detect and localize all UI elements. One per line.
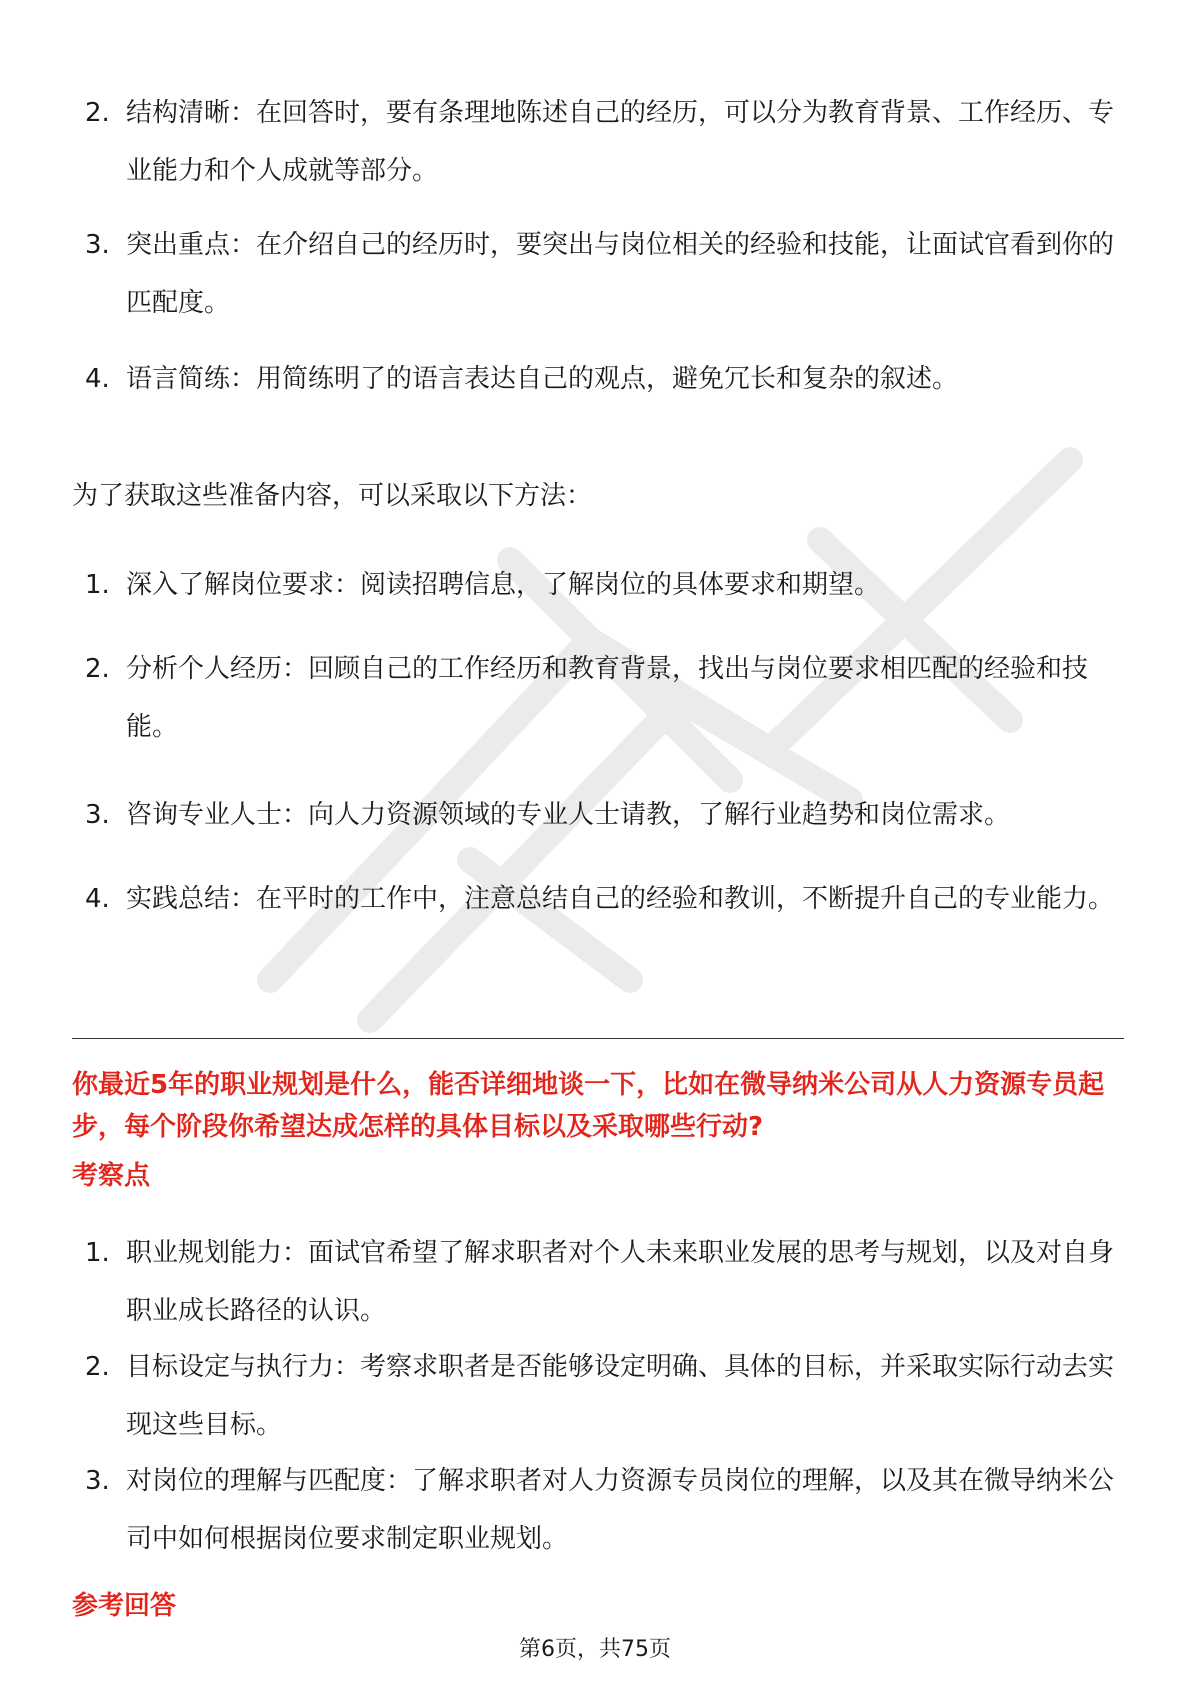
list-text: 深入了解岗位要求：阅读招聘信息，了解岗位的具体要求和期望。 [126,570,881,600]
list-item [85,216,1125,332]
list-text: 实践总结：在平时的工作中，注意总结自己的经验和教训，不断提升自己的专业能力。 [126,884,1115,914]
reference-heading: 参考回答 [72,1591,177,1621]
list-number: 4. [85,364,110,394]
list-text: 结构清晰：在回答时，要有条理地陈述自己的经历，可以分为教育背景、工作经历、专业能力和个人成就等部分。 [126,98,1115,186]
list-number: 2. [85,98,110,128]
interview-question: 你最近5年的职业规划是什么，能否详细地谈一下，比如在微导纳米公司从人力资源专员起步，每个阶段你希望达成怎样的具体目标以及采取哪些行动? [72,1070,1105,1142]
list-number: 2. [85,1352,110,1382]
list-number: 4. [85,884,110,914]
list-item [85,1224,1125,1340]
list-number: 3. [85,800,110,830]
list-item [85,870,1125,928]
list-text: 咨询专业人士：向人力资源领域的专业人士请教，了解行业趋势和岗位需求。 [126,800,1011,830]
list-item [85,84,1125,200]
section-divider [72,1038,1124,1039]
list-text: 职业规划能力：面试官希望了解求职者对个人未来职业发展的思考与规划，以及对自身职业成长路径的认识。 [126,1238,1115,1326]
list-number: 2. [85,654,110,684]
page-number: 第6页，共75页 [519,1637,671,1662]
list-text: 突出重点：在介绍自己的经历时，要突出与岗位相关的经验和技能，让面试官看到你的匹配度。 [126,230,1115,318]
list-text: 语言简练：用简练明了的语言表达自己的观点，避免冗长和复杂的叙述。 [126,364,959,394]
list-number: 1. [85,1238,110,1268]
list-item [85,1338,1125,1454]
list-number: 3. [85,1466,110,1496]
list-text: 对岗位的理解与匹配度：了解求职者对人力资源专员岗位的理解，以及其在微导纳米公司中如何根据岗位要求制定职业规划。 [126,1466,1115,1554]
examine-heading: 考察点 [72,1161,151,1191]
list-item [85,640,1125,756]
list-item [85,1452,1125,1568]
list-item [85,556,1125,614]
list-number: 3. [85,230,110,260]
methods-intro: 为了获取这些准备内容，可以采取以下方法： [72,481,593,511]
list-item [85,350,1125,408]
list-text: 目标设定与执行力：考察求职者是否能够设定明确、具体的目标，并采取实际行动去实现这些目标。 [126,1352,1115,1440]
list-number: 1. [85,570,110,600]
list-text: 分析个人经历：回顾自己的工作经历和教育背景，找出与岗位要求相匹配的经验和技能。 [126,654,1089,742]
list-item [85,786,1125,844]
